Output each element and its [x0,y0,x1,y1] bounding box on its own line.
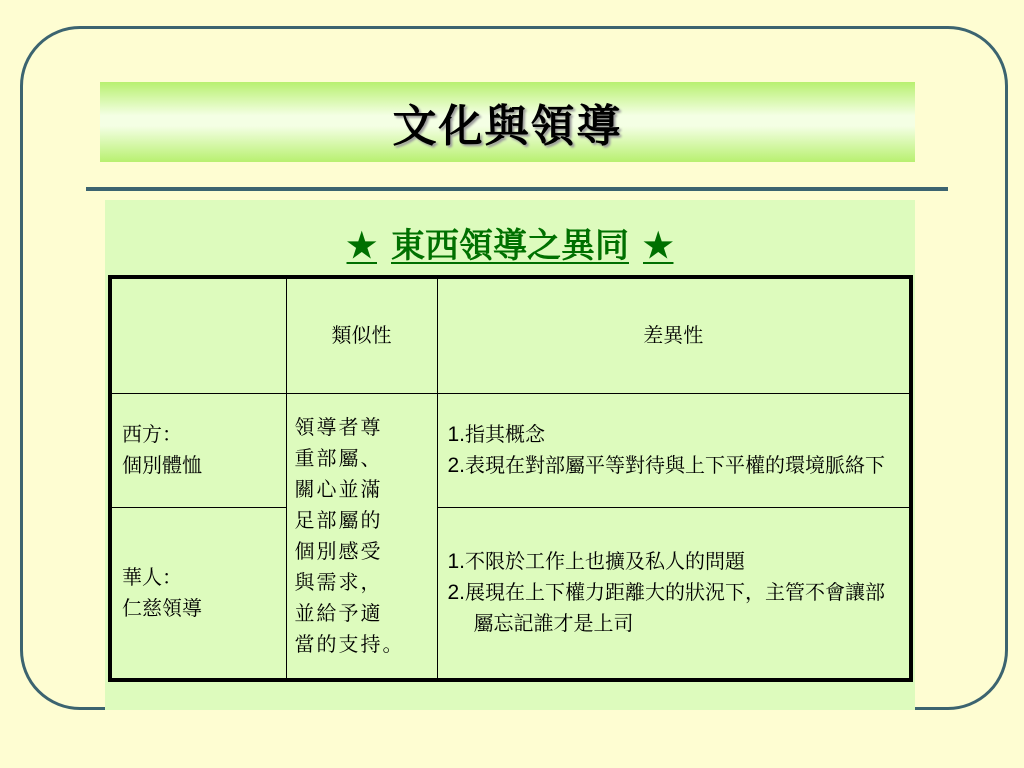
title-banner [100,82,915,162]
comparison-table [108,275,913,682]
similarity-line: 重部屬、 [294,445,383,470]
row-label-line: 個別體恤 [122,453,202,478]
row-label-line: 仁慈領導 [122,595,202,620]
list-number: 1. [447,423,466,447]
list-number: 2. [447,581,466,605]
table-row [110,393,911,507]
similarity-line: 關心並滿 [294,476,383,501]
similarity-line: 與需求， [294,569,383,594]
similarity-line: 個別感受 [294,538,383,563]
difference-cell-chinese [437,507,911,680]
star-icon: ★ [643,226,674,266]
list-item [448,546,900,577]
difference-cell-west [437,393,911,507]
difference-list [448,419,900,481]
list-number: 1. [447,550,466,574]
row-label-line: 西方： [122,422,182,447]
table-header-row [110,277,911,393]
subtitle [347,226,674,266]
row-label-chinese [110,507,286,680]
similarity-line: 領導者尊 [294,414,383,439]
list-number: 2. [447,454,466,478]
content-panel [105,200,915,710]
similarity-line: 當的支持。 [294,631,405,656]
header-cell-similarity: 類似性 [286,277,437,393]
table-row [110,507,911,680]
header-cell-blank [110,277,286,393]
subtitle-row [105,218,915,267]
list-item [448,419,900,450]
list-text: 不限於工作上也擴及私人的問題 [465,549,746,574]
row-label-line: 華人： [122,564,182,589]
row-label-west [110,393,286,507]
slide-title: 文化與領導 [392,101,623,152]
similarity-cell [286,393,437,680]
list-text: 表現在對部屬平等對待與上下平權的環境脈絡下 [465,453,886,478]
subtitle-text: 東西領導之異同 [391,226,629,266]
difference-list [448,546,900,639]
header-cell-difference: 差異性 [437,277,911,393]
star-icon: ★ [346,226,377,266]
list-text: 展現在上下權力距離大的狀況下，主管不會讓部屬忘記誰才是上司 [465,580,886,636]
similarity-line: 足部屬的 [294,507,383,532]
list-item [448,577,900,639]
list-text: 指其概念 [465,422,546,447]
list-item [448,450,900,481]
similarity-line: 並給予適 [294,600,383,625]
divider-line [86,187,948,191]
